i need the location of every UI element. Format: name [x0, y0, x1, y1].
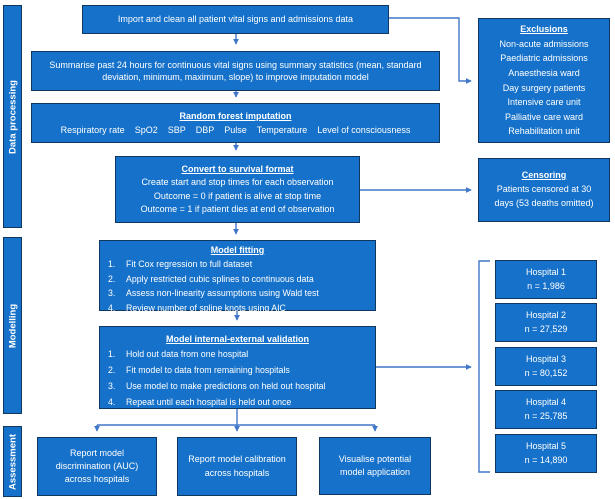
branch-validation-to-outputs	[97, 409, 375, 425]
vital-temperature: Temperature	[256, 124, 308, 135]
summarise-text: Summarise past 24 hours for continuous vital signs using summary statistics (mean, standard deviation, minimum, maximum, slope) to improve imputation model	[49, 59, 422, 82]
validation-title: Model internal-external validation	[165, 334, 310, 344]
exclusion-item-2: Paediatric admissions	[500, 53, 588, 64]
summarise-box	[31, 51, 440, 91]
import-clean-box	[82, 5, 389, 34]
censoring-box	[478, 158, 610, 222]
hospitals-bracket	[479, 261, 490, 472]
survival-line-1: Create start and stop times for each observation	[141, 177, 334, 187]
random-forest-title: Random forest imputation	[179, 111, 292, 122]
hospital-1-name: Hospital 1	[525, 267, 567, 277]
vitals-list	[61, 124, 411, 136]
vital-spo2: SpO2	[134, 124, 158, 135]
validation-box	[99, 326, 376, 409]
stage-bar-data-processing	[3, 5, 22, 228]
output-discrimination-box	[37, 437, 157, 496]
output-calibration-text: Report model calibration across hospitals	[188, 454, 286, 478]
output-application-text: Visualise potential model application	[338, 453, 412, 477]
censoring-text: Patients censored at 30 days (53 deaths omitted)	[494, 184, 594, 208]
hospital-2-n: n = 27,529	[524, 323, 568, 334]
hospital-5-n: n = 14,890	[524, 454, 568, 465]
vital-pulse: Pulse	[224, 124, 247, 135]
hospital-4-box	[495, 390, 597, 429]
stage-label-data-processing: Data processing	[7, 79, 18, 154]
hospital-5-box	[495, 434, 597, 473]
exclusion-item-4: Day surgery patients	[502, 82, 586, 93]
exclusion-item-7: Rehabilitation unit	[508, 126, 580, 137]
model-fitting-title: Model fitting	[210, 245, 265, 255]
stage-label-modelling: Modelling	[7, 303, 18, 348]
fitting-step-1: Fit Cox regression to full dataset	[126, 259, 253, 270]
hospital-4-n: n = 25,785	[524, 410, 568, 421]
hospital-3-name: Hospital 3	[525, 354, 567, 364]
survival-line-2: Outcome = 0 if patient is alive at stop time	[153, 190, 322, 201]
stage-label-assessment: Assessment	[7, 433, 18, 490]
hospital-1-box	[495, 260, 597, 299]
output-discrimination-text: Report model discrimination (AUC) across hospitals	[55, 447, 139, 485]
hospital-1-n: n = 1,986	[527, 280, 565, 291]
hospital-5-name: Hospital 5	[525, 441, 567, 451]
validation-step-1: Hold out data from one hospital	[126, 349, 249, 360]
stage-bar-modelling	[3, 237, 22, 414]
validation-step-3: Use model to make predictions on held out hospital	[126, 381, 326, 392]
fitting-step-2: Apply restricted cubic splines to continuous data	[126, 273, 314, 284]
survival-format-title: Convert to survival format	[181, 163, 294, 174]
output-calibration-box	[177, 437, 297, 496]
censoring-title: Censoring	[521, 170, 567, 181]
fitting-step-4: Review number of spline knots using AIC	[126, 302, 286, 313]
validation-steps	[100, 346, 375, 410]
fitting-step-3: Assess non-linearity assumptions using Wald test	[126, 288, 319, 299]
vital-sbp: SBP	[167, 124, 186, 135]
hospital-3-n: n = 80,152	[524, 367, 568, 378]
hospital-3-box	[495, 347, 597, 386]
model-fitting-steps	[100, 257, 375, 315]
exclusion-item-3: Anaesthesia ward	[508, 67, 580, 78]
random-forest-imputation-box	[31, 103, 440, 143]
hospital-2-box	[495, 303, 597, 342]
vital-dbp: DBP	[195, 124, 215, 135]
validation-step-2: Fit model to data from remaining hospitals	[126, 365, 290, 376]
survival-format-box	[115, 156, 360, 223]
exclusions-title: Exclusions	[520, 24, 568, 35]
exclusion-item-6: Palliative care ward	[504, 111, 584, 122]
exclusion-item-5: Intensive care unit	[507, 97, 581, 108]
hospital-4-name: Hospital 4	[525, 397, 567, 407]
exclusion-item-1: Non-acute admissions	[499, 38, 589, 49]
import-clean-text: Import and clean all patient vital signs and admissions data	[117, 14, 354, 25]
model-fitting-box	[99, 240, 376, 311]
hospital-2-name: Hospital 2	[525, 310, 567, 320]
stage-bar-assessment	[3, 426, 22, 497]
vital-consciousness: Level of consciousness	[317, 124, 411, 135]
validation-step-4: Repeat until each hospital is held out once	[126, 397, 292, 408]
survival-line-3: Outcome = 1 if patient dies at end of observation	[140, 204, 335, 214]
exclusions-box	[478, 18, 610, 143]
vital-respiratory-rate: Respiratory rate	[60, 124, 125, 135]
output-application-box	[319, 437, 431, 495]
